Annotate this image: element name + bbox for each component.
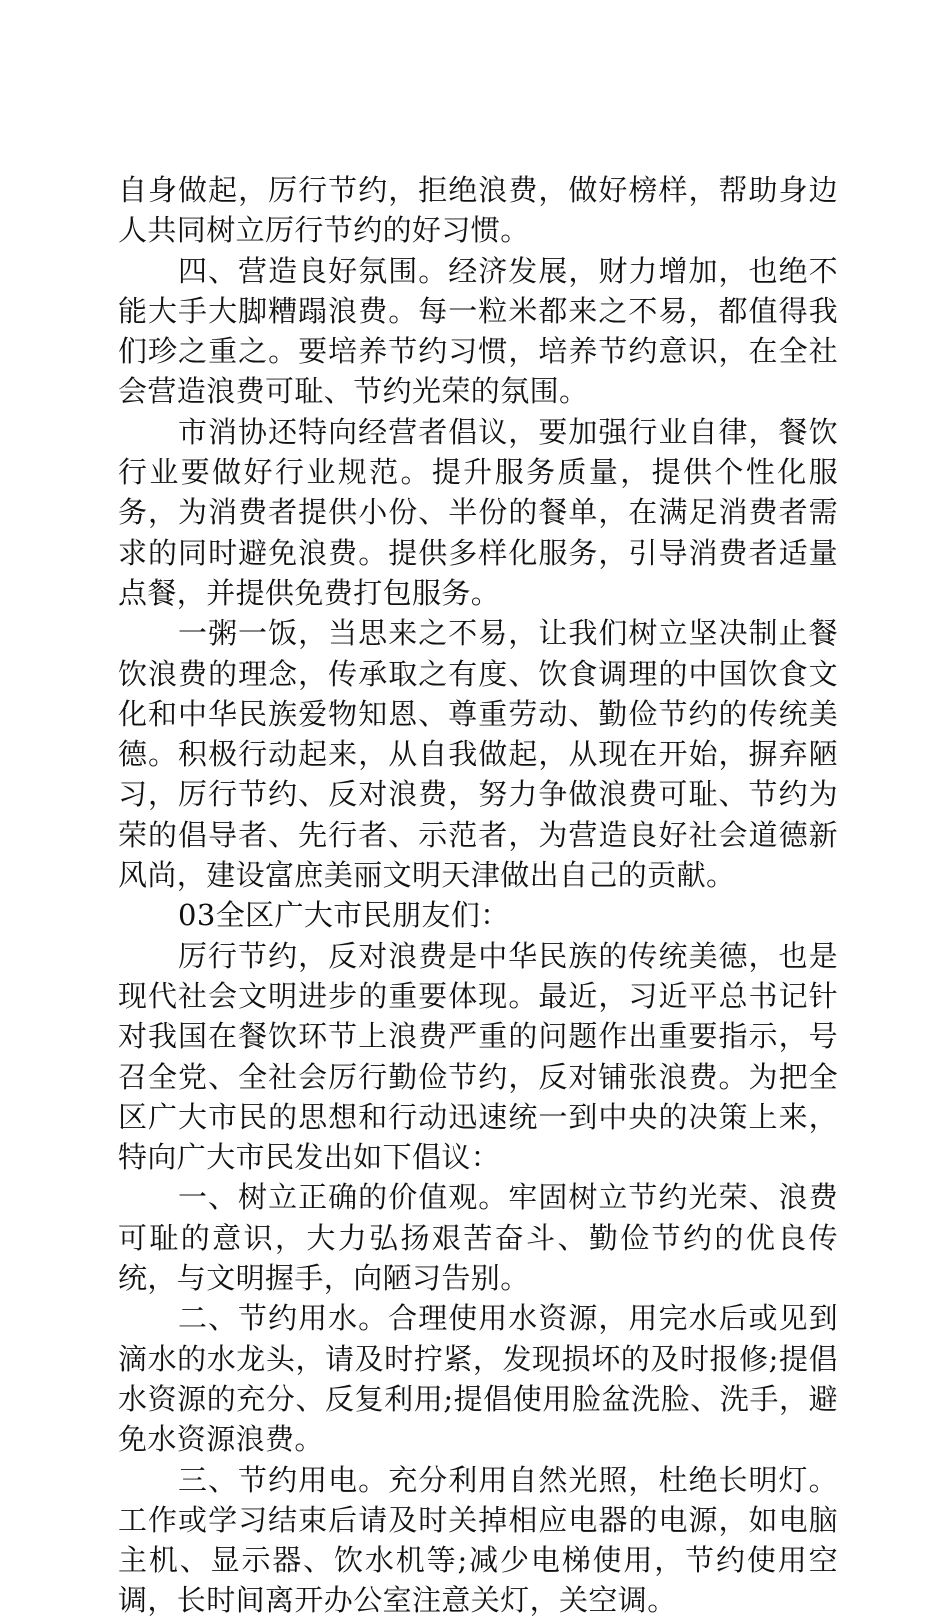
paragraph-7: 一、树立正确的价值观。牢固树立节约光荣、浪费可耻的意识，大力弘扬艰苦奋斗、勤俭节约的优良传统，与文明握手，向陋习告别。: [118, 1180, 838, 1296]
paragraph-5: 03全区广大市民朋友们：: [178, 898, 510, 933]
paragraph-2: 四、营造良好氛围。经济发展，财力增加，也绝不能大手大脚糟蹋浪费。每一粒米都来之不易，都值得我们珍之重之。要培养节约习惯，培养节约意识，在全社会营造浪费可耻、节约光荣的氛围。: [118, 253, 838, 409]
paragraph-4: 一粥一饭，当思来之不易，让我们树立坚决制止餐饮浪费的理念，传承取之有度、饮食调理的中国饮食文化和中华民族爱物知恩、尊重劳动、勤俭节约的传统美德。积极行动起来，从自我做起，从现在开始，摒弃陋习，厉行节约、反对浪费，努力争做浪费可耻、节约为荣的倡导者、先行者、示范者，为营造良好社会道德新风尚，建设富庶美丽文明天津做出自己的贡献。: [118, 616, 838, 893]
paragraph-1: 自身做起，厉行节约，拒绝浪费，做好榜样，帮助身边人共同树立厉行节约的好习惯。: [118, 173, 838, 248]
paragraph-3: 市消协还特向经营者倡议，要加强行业自律，餐饮行业要做好行业规范。提升服务质量，提供个性化服务，为消费者提供小份、半份的餐单，在满足消费者需求的同时避免浪费。提供多样化服务，引导消费者适量点餐，并提供免费打包服务。: [118, 414, 838, 610]
paragraph-6: 厉行节约，反对浪费是中华民族的传统美德，也是现代社会文明进步的重要体现。最近，习近平总书记针对我国在餐饮环节上浪费严重的问题作出重要指示，号召全党、全社会厉行勤俭节约，反对铺张浪费。为把全区广大市民的思想和行动迅速统一到中央的决策上来，特向广大市民发出如下倡议：: [118, 938, 838, 1175]
paragraph-8: 二、节约用水。合理使用水资源，用完水后或见到滴水的水龙头，请及时拧紧，发现损坏的及时报修;提倡水资源的充分、反复利用;提倡使用脸盆洗脸、洗手，避免水资源浪费。: [118, 1301, 838, 1457]
paragraph-9: 三、节约用电。充分利用自然光照，杜绝长明灯。工作或学习结束后请及时关掉相应电器的电源，如电脑主机、显示器、饮水机等;减少电梯使用，节约使用空调，长时间离开办公室注意关灯，关空调。: [118, 1462, 838, 1618]
document-body: [118, 170, 838, 1621]
